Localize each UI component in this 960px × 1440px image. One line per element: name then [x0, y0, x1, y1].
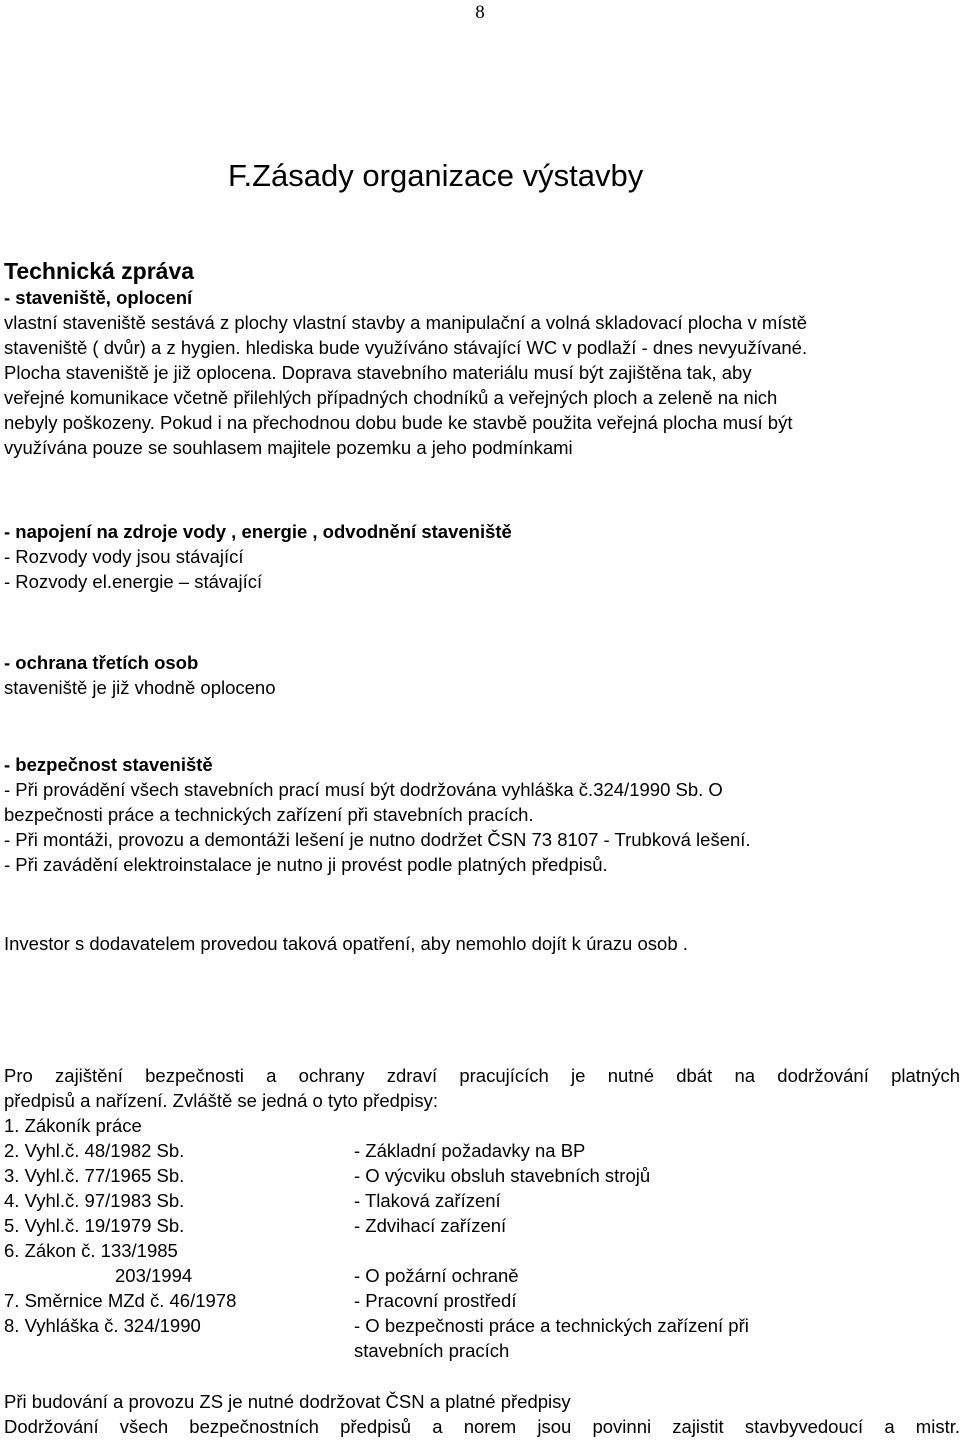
- regulation-reference: 1. Zákoník práce: [4, 1115, 142, 1136]
- regulation-description: stavebních pracích: [354, 1340, 510, 1361]
- regulation-description: - Zdvihací zařízení: [354, 1215, 507, 1236]
- utilities-section: [4, 519, 960, 594]
- closing-line: Při budování a provozu ZS je nutné dodržovat ČSN a platné předpisy: [4, 1391, 571, 1412]
- closing-section: [4, 1389, 960, 1439]
- closing-line: Dodržování všech bezpečnostních předpisů a norem jsou povinni zajistit stavbyvedoucí a mistr.: [4, 1416, 960, 1437]
- document-title: F.Zásady organizace výstavby: [228, 158, 644, 193]
- investor-section: [4, 931, 960, 956]
- site-safety-line: - Při zavádění elektroinstalace je nutno ji provést podle platných předpisů.: [4, 854, 608, 875]
- regulation-row: [4, 1113, 960, 1138]
- regulation-reference: 4. Vyhl.č. 97/1983 Sb.: [4, 1190, 185, 1211]
- regulation-description: - Základní požadavky na BP: [354, 1140, 586, 1161]
- site-text-line: využívána pouze se souhlasem majitele pozemku a jeho podmínkami: [4, 437, 573, 458]
- regulation-reference: [4, 1338, 354, 1363]
- third-party-section: [4, 650, 960, 700]
- utilities-line: - Rozvody vody jsou stávající: [4, 546, 244, 567]
- third-party-line: staveniště je již vhodně oploceno: [4, 677, 276, 698]
- site-text-line: staveniště ( dvůr) a z hygien. hlediska bude využíváno stávající WC v podlaží - dnes nevyužívané.: [4, 337, 808, 358]
- regulation-row: [4, 1138, 960, 1163]
- regulation-description: - O výcviku obsluh stavebních strojů: [354, 1165, 651, 1186]
- regulation-row: [4, 1313, 960, 1338]
- site-safety-line: - Při provádění všech stavebních prací musí být dodržována vyhláška č.324/1990 Sb. O: [4, 779, 723, 800]
- investor-statement: Investor s dodavatelem provedou taková opatření, aby nemohlo dojít k úrazu osob .: [4, 933, 688, 954]
- regulation-row: [4, 1163, 960, 1188]
- regulation-row: [4, 1338, 960, 1363]
- site-safety-section: [4, 752, 960, 877]
- regulation-reference: 6. Zákon č. 133/1985: [4, 1240, 178, 1261]
- page-number: 8: [475, 2, 485, 23]
- utilities-line: - Rozvody el.energie – stávající: [4, 571, 263, 592]
- regulation-row: [4, 1288, 960, 1313]
- regulations-section: [4, 1063, 960, 1363]
- regulations-intro: Pro zajištění bezpečnosti a ochrany zdraví pracujících je nutné dbát na dodržování platných: [4, 1065, 960, 1086]
- regulation-description: [354, 1113, 960, 1138]
- regulation-row: [4, 1238, 960, 1263]
- regulation-description: - O bezpečnosti práce a technických zařízení při: [354, 1315, 749, 1336]
- regulation-description: - O požární ochraně: [354, 1265, 519, 1286]
- utilities-heading: - napojení na zdroje vody , energie , odvodnění staveniště: [4, 521, 512, 542]
- regulation-description: - Tlaková zařízení: [354, 1190, 501, 1211]
- site-text-line: nebyly poškozeny. Pokud i na přechodnou dobu bude ke stavbě použita veřejná plocha musí být: [4, 412, 793, 433]
- regulation-reference: 8. Vyhláška č. 324/1990: [4, 1315, 201, 1336]
- regulation-reference: 3. Vyhl.č. 77/1965 Sb.: [4, 1165, 185, 1186]
- site-heading: - staveniště, oplocení: [4, 287, 193, 308]
- site-safety-heading: - bezpečnost staveniště: [4, 754, 213, 775]
- regulation-row: [4, 1188, 960, 1213]
- regulation-description: - Pracovní prostředí: [354, 1290, 517, 1311]
- third-party-heading: - ochrana třetích osob: [4, 652, 199, 673]
- regulation-reference: 5. Vyhl.č. 19/1979 Sb.: [4, 1215, 185, 1236]
- site-safety-line: bezpečnosti práce a technických zařízení při stavebních pracích.: [4, 804, 534, 825]
- site-text-line: vlastní staveniště sestává z plochy vlastní stavby a manipulační a volná skladovací plocha v místě: [4, 312, 808, 333]
- site-text-line: veřejné komunikace včetně přilehlých případných chodníků a veřejných ploch a zeleně na nich: [4, 387, 778, 408]
- regulations-intro: předpisů a nařízení. Zvláště se jedná o tyto předpisy:: [4, 1090, 438, 1111]
- regulation-reference: 7. Směrnice MZd č. 46/1978: [4, 1290, 237, 1311]
- regulation-row: [4, 1213, 960, 1238]
- site-text-line: Plocha staveniště je již oplocena. Doprava stavebního materiálu musí být zajištěna tak, aby: [4, 362, 752, 383]
- regulation-row: [4, 1263, 960, 1288]
- site-safety-line: - Při montáži, provozu a demontáži lešení je nutno dodržet ČSN 73 8107 - Trubková lešení.: [4, 829, 751, 850]
- regulation-description: [354, 1238, 960, 1263]
- regulation-reference: 2. Vyhl.č. 48/1982 Sb.: [4, 1140, 185, 1161]
- regulation-reference: 203/1994: [115, 1265, 193, 1286]
- technical-report-section: [4, 258, 960, 460]
- section-heading-technical-report: Technická zpráva: [4, 258, 195, 284]
